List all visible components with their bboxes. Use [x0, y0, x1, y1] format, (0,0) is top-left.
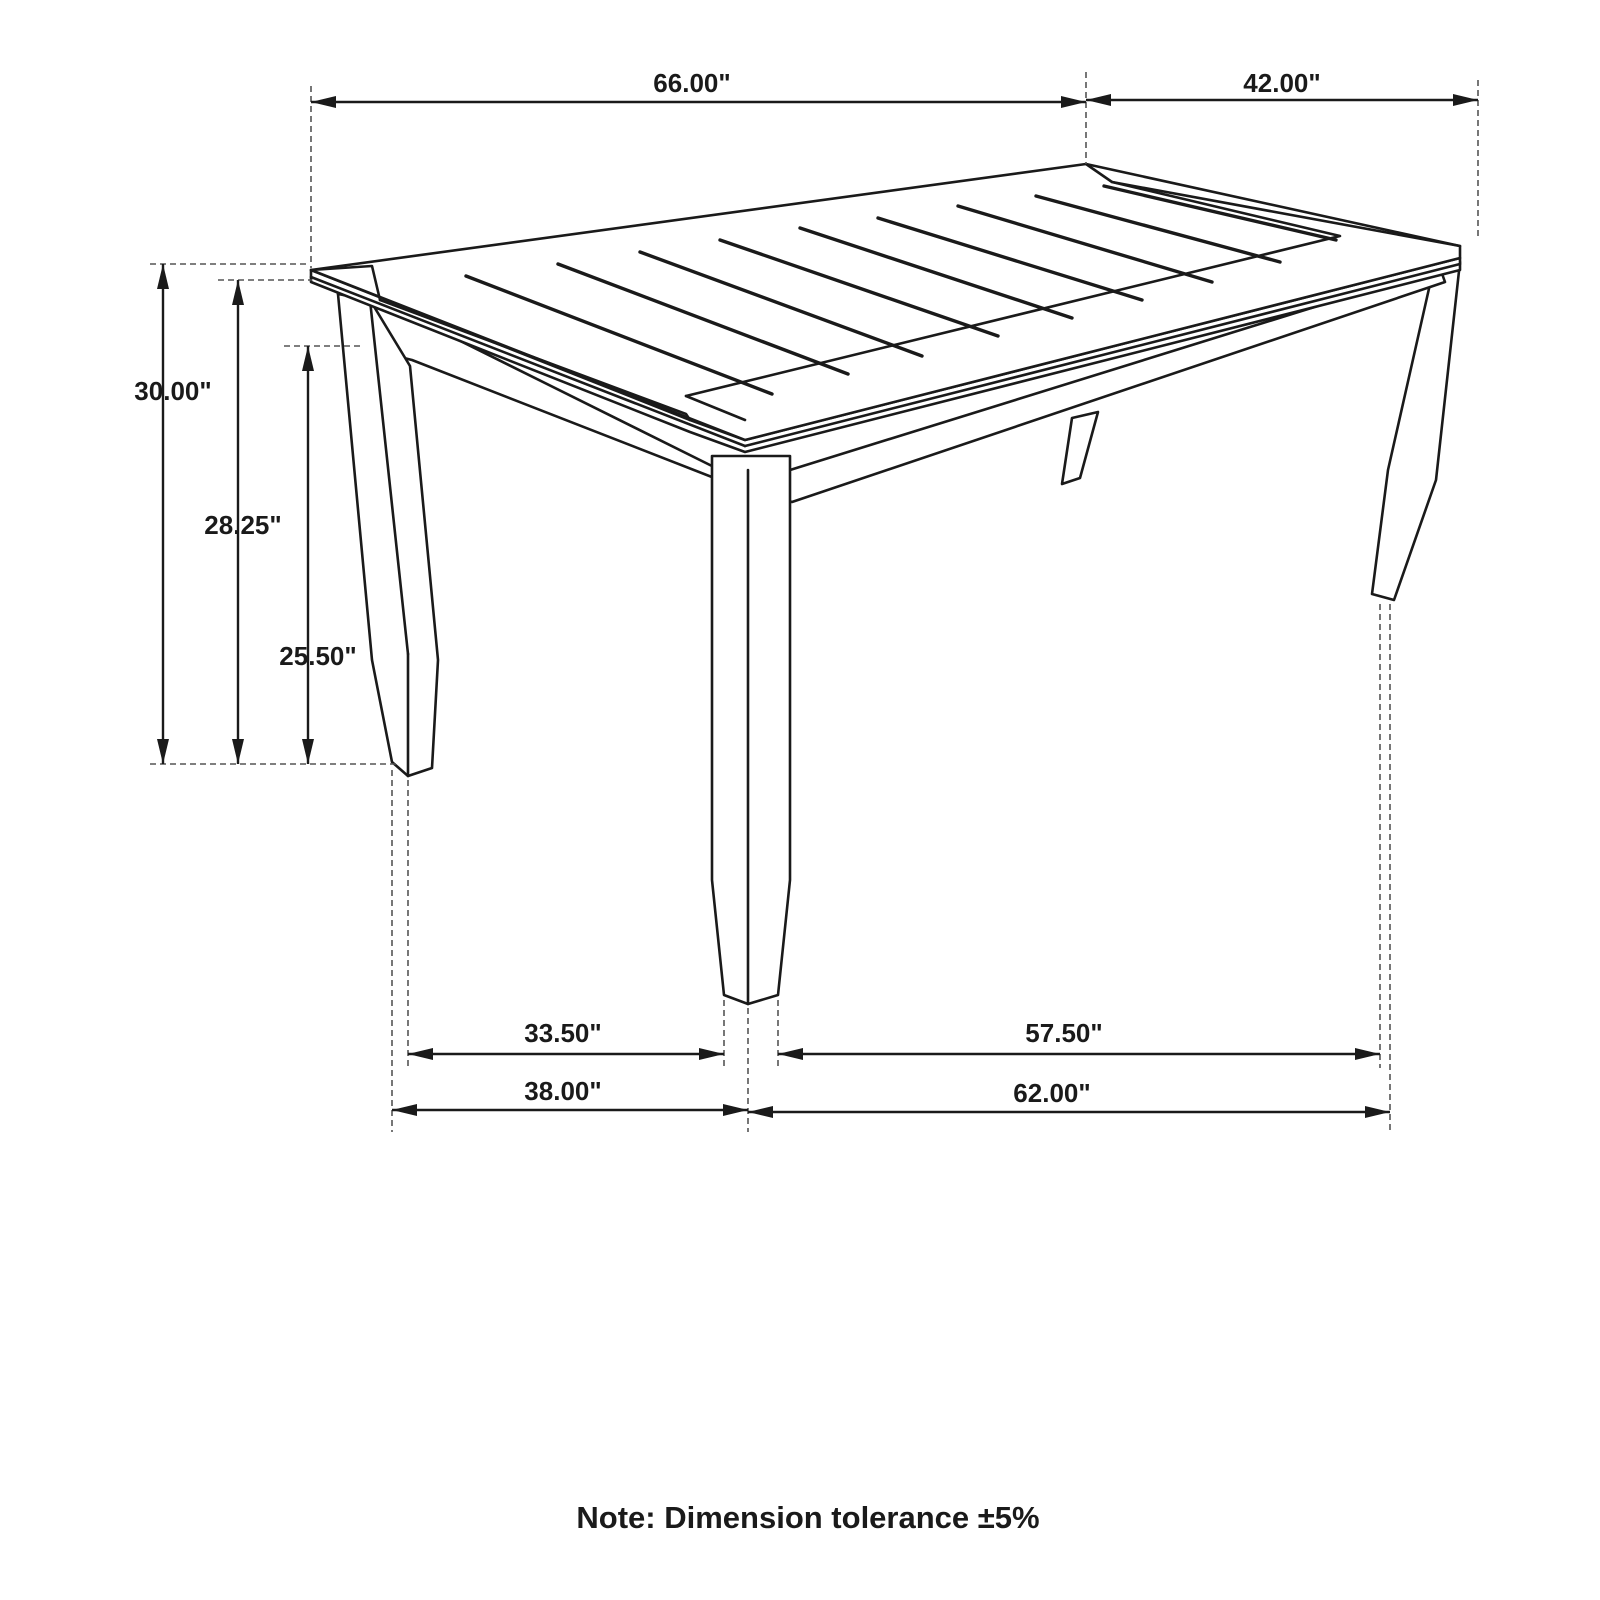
inner-leg-span-long-label: 57.50"	[1025, 1018, 1103, 1048]
back-right-leg	[1372, 262, 1460, 600]
back-left-leg	[1062, 412, 1098, 484]
outer-leg-span-short-label: 38.00"	[524, 1076, 602, 1106]
tolerance-note: Note: Dimension tolerance ±5%	[576, 1500, 1040, 1535]
overall-height-label: 30.00"	[134, 376, 212, 406]
apron-height-label: 28.25"	[204, 510, 282, 540]
table-drawing	[311, 164, 1460, 1004]
front-left-leg	[338, 294, 438, 776]
clearance-height-label: 25.50"	[279, 641, 357, 671]
front-right-leg	[712, 456, 790, 1004]
outer-leg-span-long-label: 62.00"	[1013, 1078, 1091, 1108]
top-width-label: 42.00"	[1243, 68, 1321, 98]
inner-leg-span-short-label: 33.50"	[524, 1018, 602, 1048]
top-length-label: 66.00"	[653, 68, 731, 98]
table-top-surface	[311, 164, 1460, 440]
